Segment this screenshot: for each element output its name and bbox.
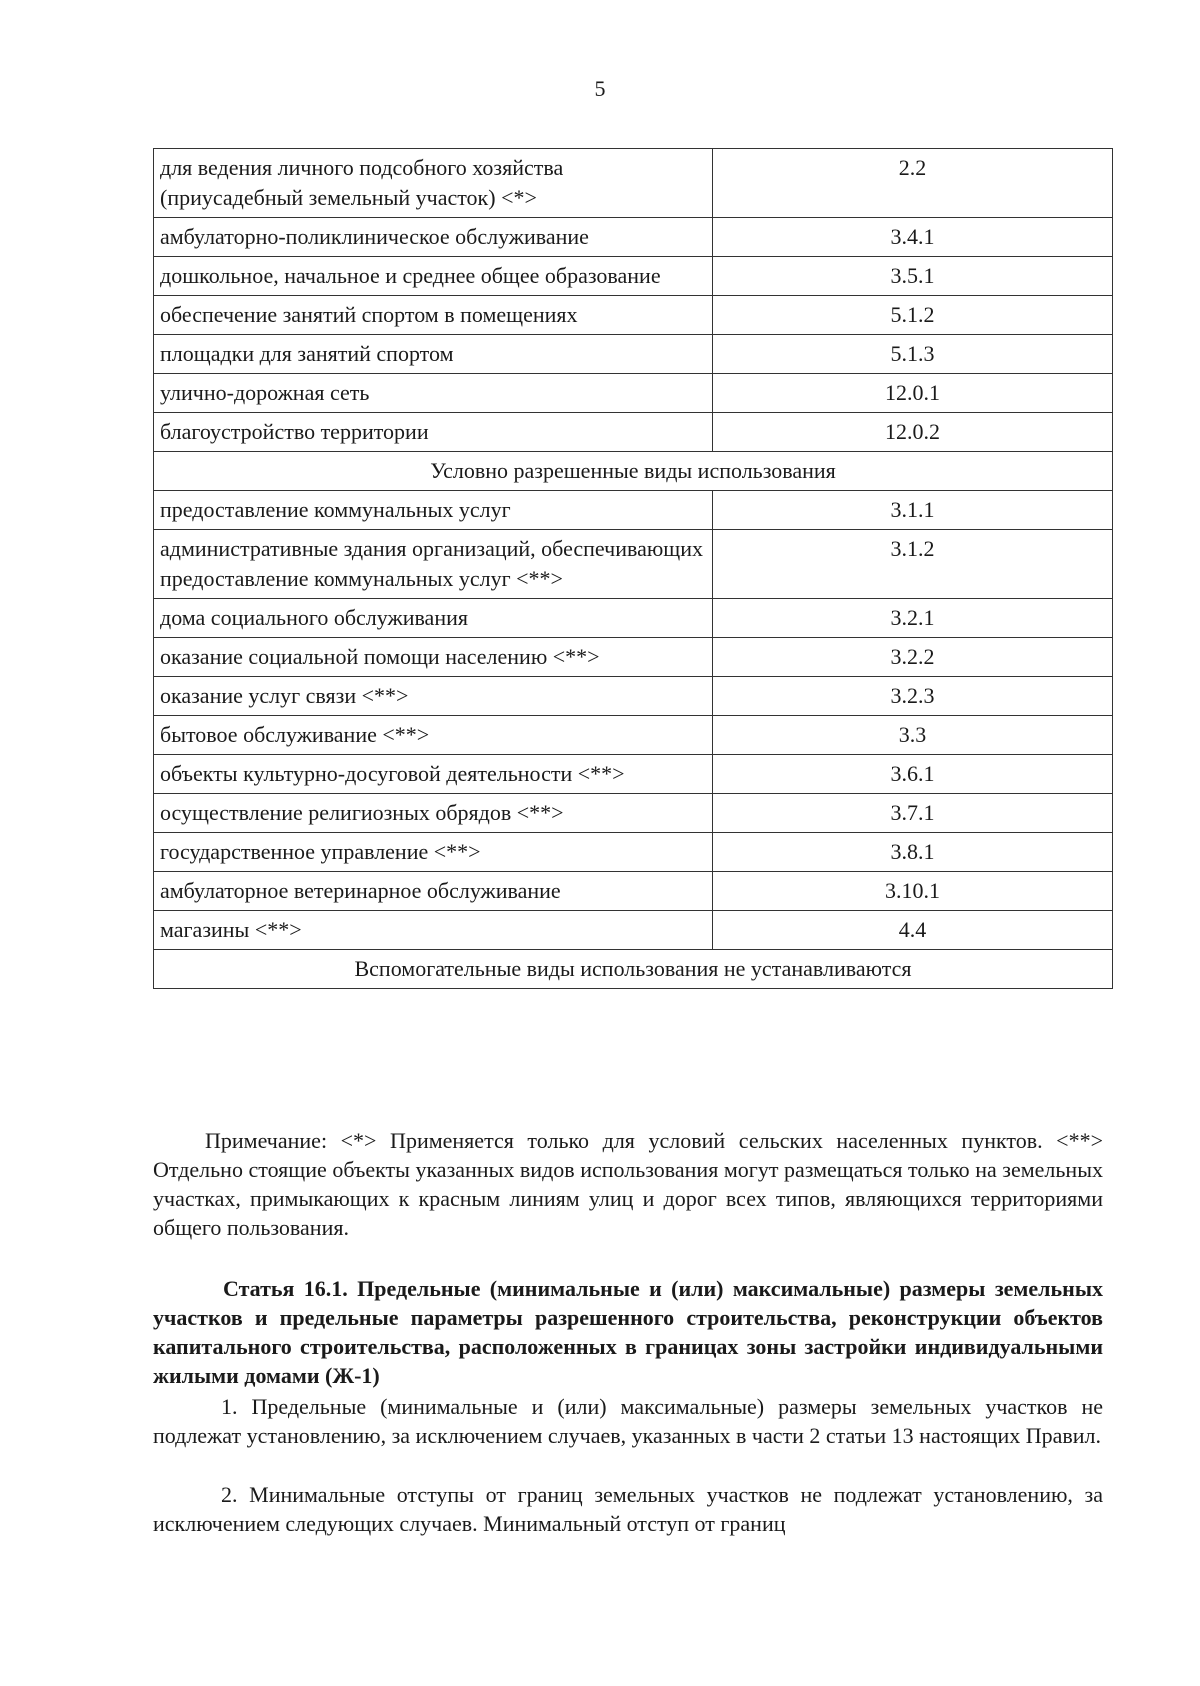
use-code: 12.0.2 bbox=[713, 413, 1113, 452]
use-name: амбулаторное ветеринарное обслуживание bbox=[154, 872, 713, 911]
article-title: Статья 16.1. Предельные (минимальные и (или) максимальные) размеры земельных участков и предельные параметры разрешенного строительства, реконструкции объектов капитального строительства, расположенных в границах зоны застройки индивидуальными жилыми домами (Ж-1) bbox=[153, 1276, 1103, 1388]
table-row bbox=[154, 599, 1113, 638]
use-name: бытовое обслуживание <**> bbox=[154, 716, 713, 755]
use-name: площадки для занятий спортом bbox=[154, 335, 713, 374]
section-row bbox=[154, 452, 1113, 491]
table-row bbox=[154, 677, 1113, 716]
table-row bbox=[154, 911, 1113, 950]
use-name: для ведения личного подсобного хозяйства (приусадебный земельный участок) <*> bbox=[154, 149, 713, 218]
use-name: благоустройство территории bbox=[154, 413, 713, 452]
use-name: улично-дорожная сеть bbox=[154, 374, 713, 413]
use-name: осуществление религиозных обрядов <**> bbox=[154, 794, 713, 833]
use-code: 3.1.2 bbox=[713, 530, 1113, 599]
section-row bbox=[154, 950, 1113, 989]
use-name: предоставление коммунальных услуг bbox=[154, 491, 713, 530]
table-row bbox=[154, 257, 1113, 296]
use-code: 4.4 bbox=[713, 911, 1113, 950]
use-name: амбулаторно-поликлиническое обслуживание bbox=[154, 218, 713, 257]
use-name: дома социального обслуживания bbox=[154, 599, 713, 638]
paragraph: 2. Минимальные отступы от границ земельных участков не подлежат установлению, за исключением следующих случаев. Минимальный отступ от границ bbox=[153, 1482, 1103, 1536]
use-code: 3.2.1 bbox=[713, 599, 1113, 638]
use-code: 12.0.1 bbox=[713, 374, 1113, 413]
page-number: 5 bbox=[594, 76, 606, 101]
land-use-table bbox=[153, 148, 1113, 989]
use-code: 3.10.1 bbox=[713, 872, 1113, 911]
use-code: 5.1.3 bbox=[713, 335, 1113, 374]
table-row bbox=[154, 530, 1113, 599]
table-row bbox=[154, 638, 1113, 677]
use-code: 3.7.1 bbox=[713, 794, 1113, 833]
use-name: дошкольное, начальное и среднее общее образование bbox=[154, 257, 713, 296]
use-code: 3.6.1 bbox=[713, 755, 1113, 794]
land-use-table-body bbox=[154, 149, 1113, 989]
use-code: 3.1.1 bbox=[713, 491, 1113, 530]
table-row bbox=[154, 491, 1113, 530]
table-row bbox=[154, 296, 1113, 335]
use-name: оказание социальной помощи населению <**> bbox=[154, 638, 713, 677]
section-heading: Вспомогательные виды использования не устанавливаются bbox=[154, 950, 1113, 989]
table-row bbox=[154, 872, 1113, 911]
paragraph: 1. Предельные (минимальные и (или) максимальные) размеры земельных участков не подлежат установлению, за исключением случаев, указанных в части 2 статьи 13 настоящих Правил. bbox=[153, 1394, 1103, 1448]
use-name: магазины <**> bbox=[154, 911, 713, 950]
section-heading: Условно разрешенные виды использования bbox=[154, 452, 1113, 491]
use-name: объекты культурно-досуговой деятельности <**> bbox=[154, 755, 713, 794]
table-row bbox=[154, 755, 1113, 794]
table-row bbox=[154, 149, 1113, 218]
use-code: 3.8.1 bbox=[713, 833, 1113, 872]
use-code: 3.2.3 bbox=[713, 677, 1113, 716]
use-code: 3.3 bbox=[713, 716, 1113, 755]
table-row bbox=[154, 413, 1113, 452]
use-code: 3.4.1 bbox=[713, 218, 1113, 257]
table-row bbox=[154, 335, 1113, 374]
table-row bbox=[154, 218, 1113, 257]
use-code: 5.1.2 bbox=[713, 296, 1113, 335]
use-name: обеспечение занятий спортом в помещениях bbox=[154, 296, 713, 335]
use-code: 3.2.2 bbox=[713, 638, 1113, 677]
use-code: 3.5.1 bbox=[713, 257, 1113, 296]
table-row bbox=[154, 794, 1113, 833]
use-name: государственное управление <**> bbox=[154, 833, 713, 872]
table-row bbox=[154, 716, 1113, 755]
use-name: оказание услуг связи <**> bbox=[154, 677, 713, 716]
table-row bbox=[154, 374, 1113, 413]
use-name: административные здания организаций, обеспечивающих предоставление коммунальных услуг <**> bbox=[154, 530, 713, 599]
table-row bbox=[154, 833, 1113, 872]
table-note: Примечание: <*> Применяется только для условий сельских населенных пунктов. <**> Отдельно стоящие объекты указанных видов использования могут размещаться только на земельных участках, примыкающих к красным линиям улиц и дорог всех типов, являющихся территориями общего пользования. bbox=[153, 1128, 1103, 1240]
use-code: 2.2 bbox=[713, 149, 1113, 218]
